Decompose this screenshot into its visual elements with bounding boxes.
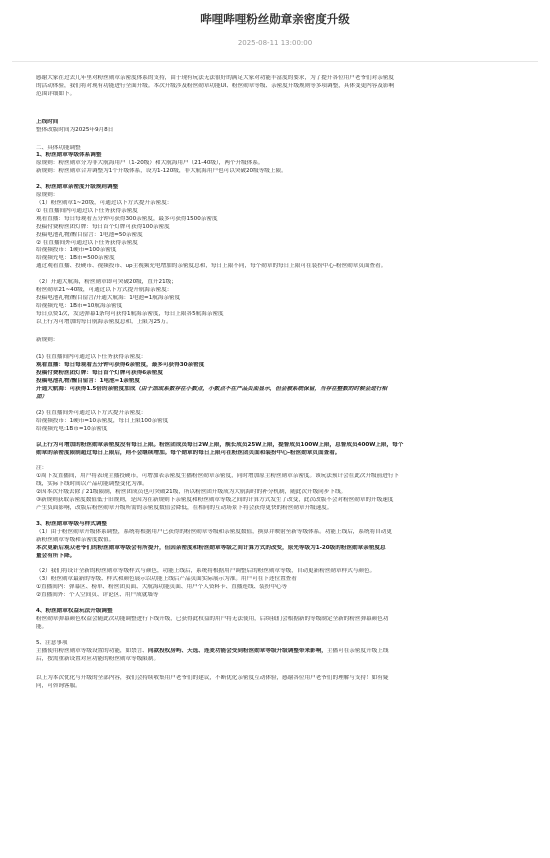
- text-line: 每日点赞1次，发送弹幕1条均可获得1航海亲密度，每日上限各5航海亲密度: [36, 310, 224, 317]
- text-line: 观看直播：每日每观看五分钟可获得300亲密度，最多可获得1500亲密度: [36, 215, 218, 222]
- online-heading: 上线时间: [36, 118, 59, 125]
- subsection-title: 1、粉丝勋章等级体系调整: [36, 152, 102, 159]
- subsection-title: 4、粉丝勋章权益玩法升级调整: [36, 608, 113, 615]
- text-line: [36, 648, 514, 656]
- text-line: 给视频充电：1B币=10航海亲密度: [36, 302, 123, 309]
- text-line: 投稿付费粉丝团灯牌：每日首个灯牌可获得100亲密度: [36, 223, 170, 230]
- text-line: 通过观看直播、投硬币、视频投币、up主视频充电增加的亲密度总和，每日上限不同，每个勋章的每日上限可在装扮中心-粉丝勋章页面查看。: [36, 263, 387, 270]
- note-line: ②因本次升级去除了21级限制，粉丝团成员也可突破21级，所以粉丝团升级成为大航海时的补分机制，随此次升级同步下线。: [36, 489, 347, 496]
- text-line: （2）开通大航海，粉丝勋章即可突破20级，直升21级；: [36, 279, 177, 286]
- note-label: 注：: [36, 465, 48, 472]
- note-line: 线，实际下线时间以产品功能调整变化为准。: [36, 481, 148, 488]
- text-line: [36, 386, 514, 394]
- text-line: 给视频充电:1B币=10亲密度: [36, 425, 108, 432]
- article-body: [36, 75, 514, 691]
- text-line: 投稿电池礼物/醒目留言：1电池=50亲密度: [36, 231, 143, 238]
- text-line: 粉丝勋章弹幕颜色权益会随此次功能调整进行下线升级，已获得此权益的用户将无法使用，后续我们会根据新的等级制定全新的粉丝弹幕颜色功: [36, 615, 389, 622]
- page-title: 哔哩哔哩粉丝勋章亲密度升级: [200, 12, 350, 26]
- subsection-title: 2、粉丝勋章亲密度升级规则调整: [36, 184, 119, 191]
- text-line: (2) 在直播间外可通过以下方式提升亲密度：: [36, 409, 147, 416]
- nav-bonus-text: 开通大航海：可获得1.5倍的亲密度加成: [36, 386, 136, 393]
- note-line: 产生负面影响，改版后粉丝勋章升级所需的亲密度数值会降低，在相同的互动场景下将会获得更快的粉丝勋章升级速度。: [36, 504, 333, 511]
- text-line: 原规则：: [36, 192, 59, 199]
- note-line: ③新规则获取亲密度数值低于旧规则，是因为在新规则下亲密度和粉丝勋章等级之间的计算方式发生了改变，此次改版不会对粉丝勋章的升级速度: [36, 497, 394, 504]
- text-line: (1) 在直播间内可通过以下任务获得亲密度：: [36, 354, 147, 361]
- intro-line: 范围详细如下。: [36, 90, 76, 97]
- text-line: 量会有所下降。: [36, 552, 76, 559]
- text-line: 新规则：: [36, 336, 59, 343]
- text-line: 给视频投币：1硬币=100亲密度: [36, 247, 117, 254]
- online-text: 整体改版时间为2025年9月8日: [36, 126, 114, 133]
- header-divider: [12, 61, 538, 62]
- text-line: 投稿电池礼物/醒目留言：1电池=1亲密度: [36, 378, 141, 385]
- text-line: 原规则：粉丝勋章分为非大航海用户（1-20级）和大航海用户（21-40级），两个升级体系。: [36, 160, 264, 167]
- subsection-title: 3、粉丝勋章等级与样式调整: [36, 520, 108, 527]
- text-line: 投稿电池礼物/醒目留言/开通大航海：1电池=1航海亲密度: [36, 294, 181, 301]
- text-line: （1）由于粉丝勋章升级体系调整，系统将根据用户已获得的粉丝勋章等级和亲密度数值，换算并映射至新等级体系。功能上线后，系统将自动更: [36, 528, 392, 535]
- subsection-title: 5、注意事项: [36, 639, 68, 646]
- note-line: ①周下发直播间，用户将表现主播投硬币，可增加表亲密度生播粉丝勋章亲密度，同时增加原主粉丝勋章亲密度。该玩法预计会在此次升级前进行下: [36, 473, 400, 480]
- text-line: 勋章的亲密度限制超过每日上限后，则不会继续增加。每个勋章的每日上限可在粉丝团页面和装扮中心-粉丝勋章页面查看。: [36, 449, 341, 456]
- text-line: 后，按需重新设置对应功能的粉丝勋章等级限制。: [36, 655, 160, 662]
- intro-line: 感谢大家在过去几年里对粉丝勋章亲密度体系的支持，由于现有玩法无法很好的满足大家对功能丰富度的要求，为了提升各位用户老爷们对亲密度: [36, 75, 395, 81]
- text-line: 能。: [36, 623, 48, 630]
- text-line: 以上行为可增加的每日航海亲密度总和，上限为25万。: [36, 318, 172, 325]
- text-line: 粉丝勋章21~40级，可通过以下方式提升航海亲密度：: [36, 287, 173, 294]
- text-line: ① 在直播间内可通过以下任务获得亲密度: [36, 207, 138, 214]
- notice-emphasis: 同款投权房屿、天选、连麦功能会受到粉丝勋章等级升级调整带来影响，: [147, 647, 327, 654]
- publish-date: 2025-08-11 13:00:00: [237, 39, 313, 47]
- notice-text: 主播使用粉丝勋章等级设置的功能，如禁言、: [36, 647, 148, 654]
- text-line: 给视频充电：1B币=500亲密度: [36, 255, 115, 262]
- text-line: 本次更新后观众老爷们的粉丝勋章等级会有所提升，但因亲密度和粉丝勋章等级之间计算方式的改变，原先等级为1-20级的粉丝勋章亲密度总: [36, 544, 386, 551]
- text-line: ②直播间外：个人空间页、评论区、用户成就墙等: [36, 592, 159, 599]
- text-line: 以上行为可增加的粉丝勋章亲密度没有每日上限。粉丝团成员每日2W上限，舰长成员25W上限，提督成员100W上限，总督成员400W上限，每个: [36, 441, 404, 448]
- text-line: 投稿付费粉丝团灯牌：每日首个灯牌可获得6亲密度: [36, 370, 163, 377]
- section-heading: 二、具体功能调整: [36, 144, 81, 151]
- text-line: 加）: [36, 394, 48, 400]
- text-line: 新规则：粉丝勋章合并调整为1个升级体系，设为1-120级，非大航海用户也可以突破20级等级上限。: [36, 168, 287, 175]
- text-line: （1）粉丝勋章1~20级，可通过以下方式提升亲密度：: [36, 199, 173, 206]
- outro-line: 以上为本次优化与升级的全部内容，我们会持续收集用户老爷们的建议，不断优化亲密度互动体验，感谢各位用户老爷们的理解与支持！如有疑: [36, 675, 389, 682]
- nav-bonus-note: （由于加成系数存在小数点，小数点不在产品页面显示，但会被系统保留，当存在整数的时候会进行相: [135, 386, 388, 393]
- text-line: 给视频投币：1硬币=10亲密度，每日上限100亲密度: [36, 417, 169, 424]
- text-line: （3）粉丝勋章最新的等级、样式和颜色展示以功能上线后产品页面实际展示为准。用户可在下述位置查看: [36, 576, 297, 583]
- text-line: ①直播间内：弹幕区、榜单、粉丝团页面、大航海功能页面、用户个人资料卡、直播连线、装扮中心等: [36, 584, 288, 591]
- notice-text: 主播可在亲密度升级上线: [326, 647, 389, 654]
- text-line: ② 在直播间外可通过以下任务获得亲密度: [36, 239, 138, 246]
- outro-line: 问，可咨询客服。: [36, 683, 81, 690]
- text-line: （2）我们将设计全新的粉丝勋章等级样式与颜色，功能上线后，系统将根据用户调整后的粉丝勋章等级，自动更新粉丝勋章样式与颜色。: [36, 568, 376, 575]
- text-line: 观看直播：每日每观看五分钟可获得6亲密度，最多可获得30亲密度: [36, 362, 205, 369]
- intro-line: 的活动体验，我们将对现有功能进行全面升级。本次升级涉及粉丝勋章功能UI、粉丝勋章等级、亲密度升级规则等多项调整，具体变更内容及影响: [36, 82, 395, 89]
- text-line: 新粉丝勋章等级和亲密度数值。: [36, 536, 115, 543]
